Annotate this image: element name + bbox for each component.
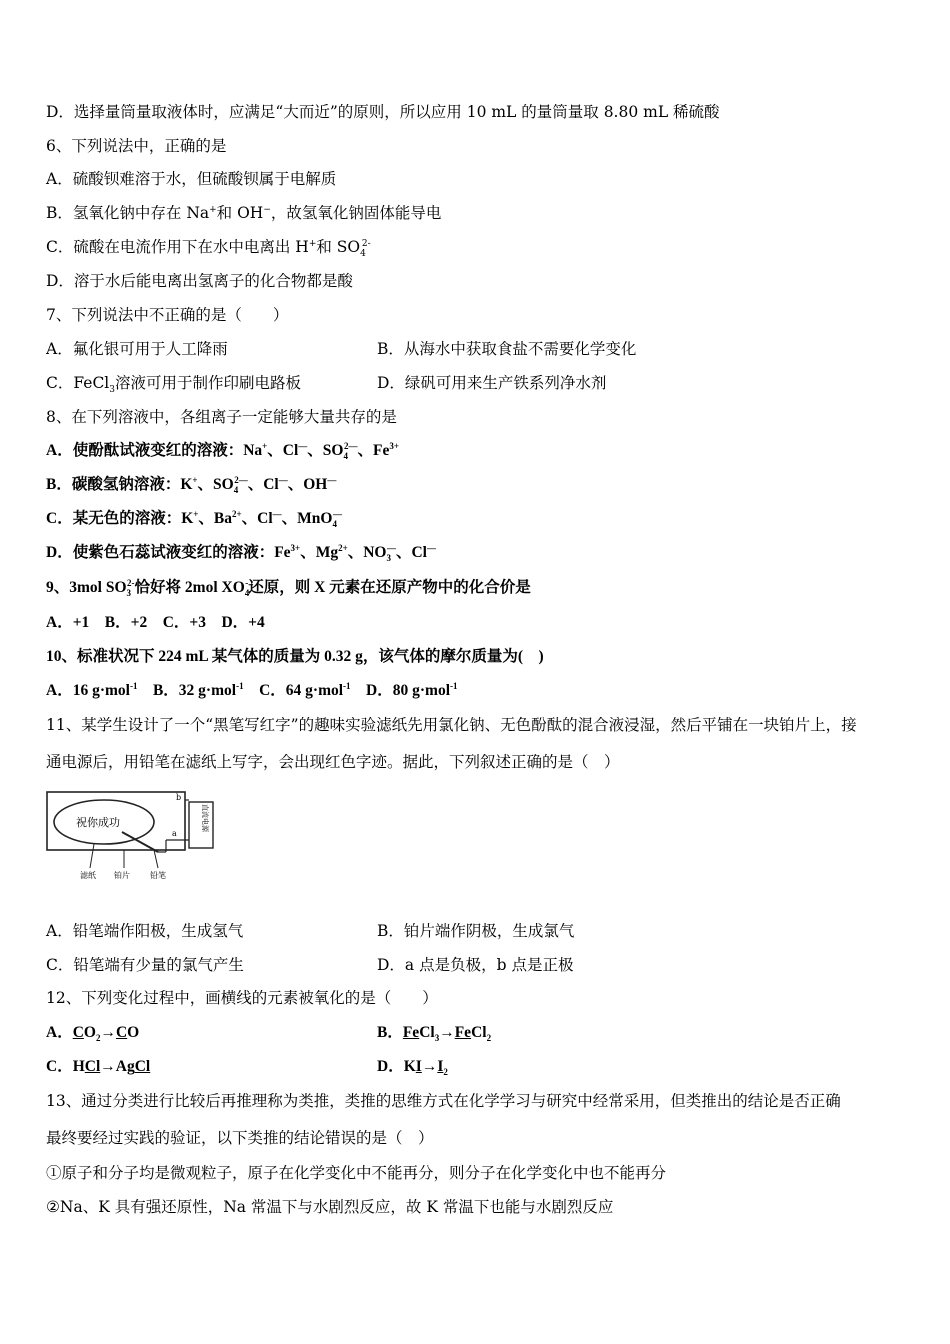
- q6-option-b: B．氢氧化钠中存在 Na+和 OH−，故氢氧化钠固体能导电: [46, 204, 442, 222]
- point-a-label: a: [172, 829, 177, 838]
- q7-option-d: D．绿矾可用来生产铁系列净水剂: [377, 374, 607, 392]
- q13-statement-1: ①原子和分子均是微观粒子，原子在化学变化中不能再分，则分子在化学变化中也不能再分: [46, 1164, 667, 1182]
- q9-options: A．+1 B．+2 C．+3 D．+4: [46, 614, 265, 631]
- q12-option-a: A．$CO_2\to CO$: [46, 1024, 140, 1044]
- power-label: 直流电源: [201, 804, 209, 832]
- q10-options: A．16 g·mol$^{-1}$ B．32 g·mol$^{-1}$ C．64 g·mol$^{-1}$ D．80 g·mol$^{-1}$: [46, 680, 458, 699]
- q7-option-c: C．FeCl$_3$溶液可用于制作印刷电路板: [46, 374, 302, 396]
- q6-option-c: C．硫酸在电流作用下在水中电离出 H+和 $SO_4^{2-}$: [46, 238, 371, 260]
- q7-stem: 7、下列说法中不正确的是（ ）: [46, 306, 289, 324]
- q13-statement-2: ②Na、K 具有强还原性，Na 常温下与水剧烈反应，故 K 常温下也能与水剧烈反应: [46, 1198, 614, 1216]
- q12-option-c: C．HCl→AgCl: [46, 1058, 151, 1075]
- q11-stem-line1: 11、某学生设计了一个“黑笔写红字”的趣味实验滤纸先用氯化钠、无色酚酞的混合液浸湿，然后平铺在一块铂片上，接: [46, 716, 857, 734]
- electrolysis-figure: [46, 790, 216, 882]
- q11-option-d: D．a 点是负极，b 点是正极: [377, 956, 574, 974]
- q5-option-d-text: D．选择量筒量取液体时，应满足“大而近”的原则，所以应用 10 mL 的量筒量取 8.80 mL 稀硫酸: [46, 103, 720, 121]
- q12-stem: 12、下列变化过程中，画横线的元素被氧化的是（ ）: [46, 989, 438, 1007]
- q11-option-a: A．铅笔端作阳极，生成氢气: [46, 922, 244, 940]
- label-platinum: 铂片: [114, 871, 130, 880]
- q8-stem: 8、在下列溶液中，各组离子一定能够大量共存的是: [46, 408, 397, 426]
- q11-option-b: B．铂片端作阴极，生成氯气: [377, 922, 575, 940]
- q13-stem-line1: 13、通过分类进行比较后再推理称为类推，类推的思维方式在化学学习与研究中经常采用，但类推出的结论是否正确: [46, 1092, 841, 1110]
- q12-option-d: D．$KI\to I_2$: [377, 1058, 448, 1078]
- q13-stem-line2: 最终要经过实践的验证，以下类推的结论错误的是（ ）: [46, 1129, 434, 1147]
- q12-option-b: B．FeCl$_3$→FeCl$_2$: [377, 1024, 492, 1044]
- point-b-label: b: [176, 793, 182, 802]
- q5-option-d: [46, 101, 720, 123]
- q6-option-a: A．硫酸钡难溶于水，但硫酸钡属于电解质: [46, 170, 337, 188]
- q8-option-c: C．某无色的溶液：K+、$Ba^{2+}$、Cl—、MnO$_4$—: [46, 508, 342, 530]
- q8-option-a: A．使酚酞试液变红的溶液：Na+、Cl—、$SO_4^{2—}$、$Fe^{3+}$: [46, 440, 399, 462]
- q9-stem: 9、3mol $SO_3^{2-}$恰好将 2mol $XO_4^-$还原，则 X 元素在还原产物中的化合价是: [46, 577, 531, 599]
- q8-option-d: D．使紫色石蕊试液变红的溶液：$Fe^{3+}$、$Mg^{2+}$、$NO_3^—$、Cl—: [46, 542, 436, 564]
- q6-stem: 6、下列说法中，正确的是: [46, 137, 227, 155]
- q8-option-b: B．碳酸氢钠溶液：K+、$SO_4^{2—}$、Cl—、OH—: [46, 474, 337, 496]
- q11-option-c: C．铅笔端有少量的氯气产生: [46, 956, 244, 974]
- q7-option-b: B．从海水中获取食盐不需要化学变化: [377, 340, 637, 358]
- figure-handwriting: 祝你成功: [76, 816, 120, 829]
- label-filter-paper: 滤纸: [80, 871, 96, 880]
- label-pencil: 铅笔: [150, 871, 166, 880]
- q7-option-a: A．氟化银可用于人工降雨: [46, 340, 228, 358]
- q10-stem: 10、标准状况下 224 mL 某气体的质量为 0.32 g，该气体的摩尔质量为( ): [46, 648, 544, 665]
- q11-stem-line2: 通电源后，用铅笔在滤纸上写字，会出现红色字迹。据此，下列叙述正确的是（ ）: [46, 753, 620, 771]
- q6-option-d: D．溶于水后能电离出氢离子的化合物都是酸: [46, 272, 353, 290]
